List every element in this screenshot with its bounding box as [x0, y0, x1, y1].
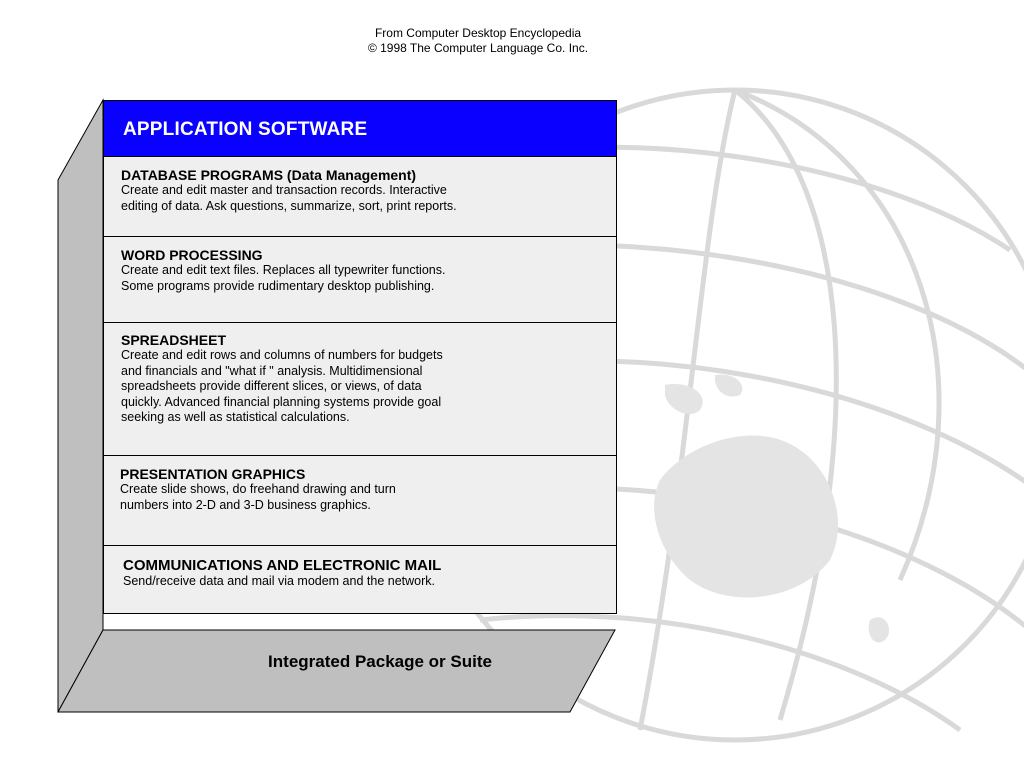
section-title: WORD PROCESSING [121, 247, 263, 263]
section-communications-email [104, 546, 616, 614]
section-description: Create and edit text files. Replaces all typewriter functions. Some programs provide rudimentary desktop publishing. [121, 263, 446, 293]
section-presentation-graphics [104, 456, 616, 546]
section-title: DATABASE PROGRAMS (Data Management) [121, 167, 417, 183]
section-description: Create and edit master and transaction records. Interactive editing of data. Ask questions, summarize, sort, print reports. [121, 183, 457, 213]
section-database-programs [104, 157, 616, 237]
section-description: Create slide shows, do freehand drawing and turn numbers into 2-D and 3-D business graphics. [120, 482, 396, 512]
panel-title: APPLICATION SOFTWARE [123, 119, 368, 140]
integrated-package-label: Integrated Package or Suite [268, 652, 492, 671]
section-description: Send/receive data and mail via modem and the network. [123, 574, 435, 588]
section-title: COMMUNICATIONS AND ELECTRONIC MAIL [123, 557, 442, 574]
section-spreadsheet [104, 323, 616, 456]
credit-line-2: © 1998 The Computer Language Co. Inc. [367, 41, 589, 55]
section-title: PRESENTATION GRAPHICS [120, 466, 306, 482]
application-software-panel [103, 100, 617, 614]
section-word-processing [104, 237, 616, 323]
section-title: SPREADSHEET [121, 332, 227, 348]
credit-text [290, 26, 666, 56]
panel-header [104, 100, 616, 157]
credit-line-1: From Computer Desktop Encyclopedia [374, 26, 582, 40]
section-description: Create and edit rows and columns of numbers for budgets and financials and "what if " analysis. Multidimensional spreadsheets provide different slices, or views, of data quickly. Advanced financial planning systems provide goal seeking as well as statistical calculations. [121, 348, 443, 424]
box-left-side [58, 100, 103, 712]
